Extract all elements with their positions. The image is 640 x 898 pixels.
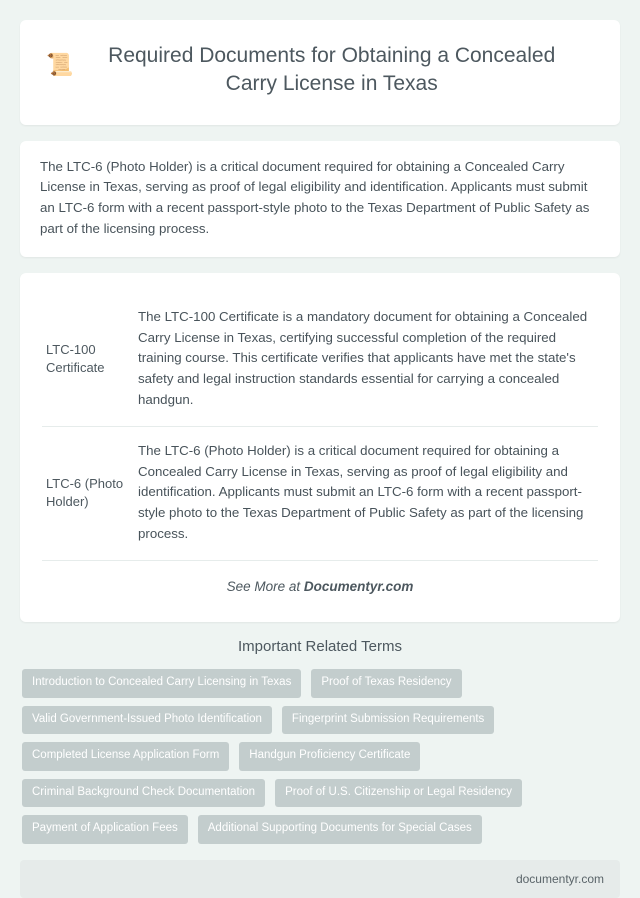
list-item[interactable]: Handgun Proficiency Certificate (239, 742, 420, 771)
term-label: LTC-6 (Photo Holder) (42, 427, 134, 561)
footer-site: documentyr.com (515, 871, 604, 886)
list-item[interactable]: Fingerprint Submission Requirements (282, 706, 494, 735)
table-row (42, 427, 598, 561)
intro-card (20, 141, 620, 257)
page-title: Required Documents for Obtaining a Concealed Carry License in Texas (108, 44, 556, 96)
header-card (20, 20, 620, 125)
list-item[interactable]: Introduction to Concealed Carry Licensing in Texas (22, 669, 301, 698)
definitions-card (20, 273, 620, 622)
definitions-table (42, 293, 598, 561)
footer (20, 860, 620, 898)
list-item[interactable]: Proof of U.S. Citizenship or Legal Residency (275, 779, 522, 808)
see-more-link[interactable]: Documentyr.com (303, 579, 414, 595)
term-description: The LTC-6 (Photo Holder) is a critical document required for obtaining a Concealed Carry License in Texas, serving as proof of legal eligibility and identification. Applicants must submit an LTC-6 form with a recent passport-style photo to the Texas Department of Public Safety as part of the licensing process. (134, 427, 598, 561)
intro-text: The LTC-6 (Photo Holder) is a critical document required for obtaining a Concealed Carry License in Texas, serving as proof of legal eligibility and identification. Applicants must submit an LTC-6 form with a recent passport-style photo to the Texas Department of Public Safety as part of the licensing process. (40, 158, 590, 236)
document-icon: 📜 (46, 52, 74, 77)
list-item[interactable]: Additional Supporting Documents for Special Cases (198, 815, 482, 844)
list-item[interactable]: Completed License Application Form (22, 742, 229, 771)
list-item[interactable]: Valid Government-Issued Photo Identification (22, 706, 272, 735)
see-more (42, 561, 598, 614)
see-more-prefix: See More at (226, 579, 304, 595)
related-terms-heading: Important Related Terms (238, 638, 402, 656)
table-row (42, 293, 598, 427)
related-terms-list (20, 669, 620, 844)
list-item[interactable]: Criminal Background Check Documentation (22, 779, 265, 808)
list-item[interactable]: Payment of Application Fees (22, 815, 188, 844)
list-item[interactable]: Proof of Texas Residency (311, 669, 461, 698)
term-label: LTC-100 Certificate (42, 293, 134, 427)
term-description: The LTC-100 Certificate is a mandatory document for obtaining a Concealed Carry License in Texas, certifying successful completion of the required training course. This certificate verifies that applicants have met the state's safety and legal instruction standards essential for carrying a concealed handgun. (134, 293, 598, 427)
